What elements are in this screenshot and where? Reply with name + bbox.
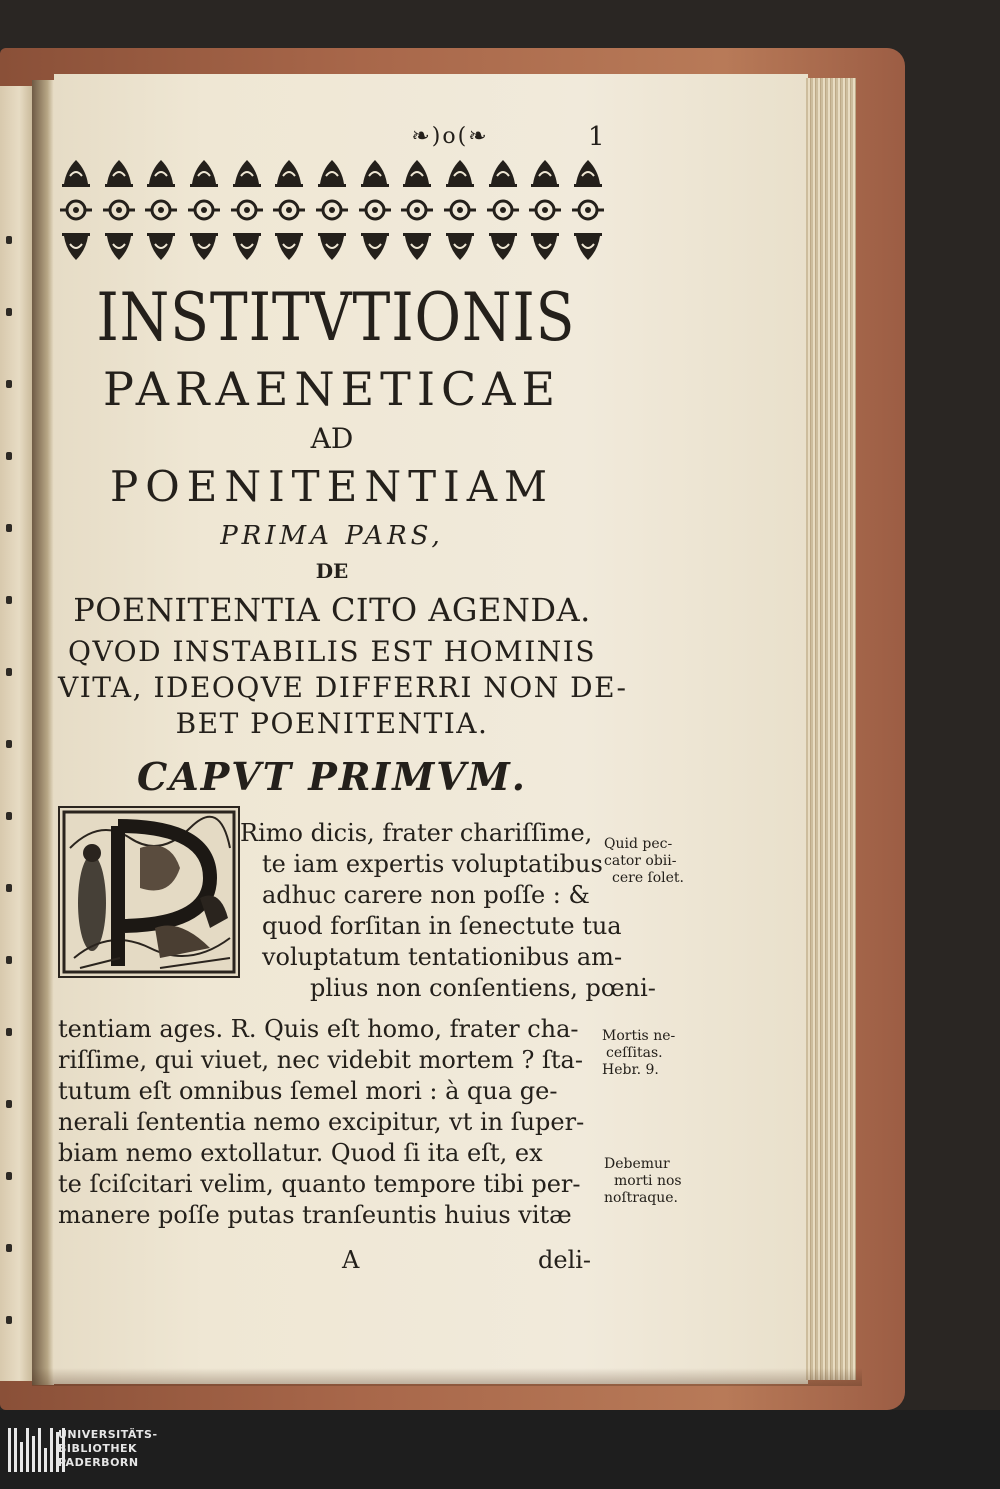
title-line-1: INSTITVTIONIS [96, 279, 576, 356]
ornament-glyph [485, 232, 521, 262]
text-line: te iam expertis voluptatibus [262, 850, 603, 878]
ornament-glyph [357, 158, 393, 188]
margin-note-line: morti nos [614, 1173, 682, 1189]
ornament-glyph [442, 195, 478, 225]
ornament-glyph [527, 158, 563, 188]
margin-note-line: ceſſitas. [606, 1045, 663, 1061]
ornament-glyph [357, 232, 393, 262]
library-name-line: UNIVERSITÄTS- [58, 1428, 158, 1441]
ornament-glyph [314, 158, 350, 188]
title-line-7: POENITENTIA CITO AGENDA. [73, 591, 591, 629]
text-line: adhuc carere non poſſe : & [262, 881, 590, 909]
ornament-glyph [271, 158, 307, 188]
text-line: riſſime, qui viuet, nec videbit mortem ? ſta- [58, 1046, 583, 1074]
ornament-glyph [186, 195, 222, 225]
ornament-glyph [143, 195, 179, 225]
title-block [58, 278, 628, 812]
page-shadow [32, 1368, 862, 1386]
body-paragraph [58, 1014, 598, 1231]
ornament-glyph [442, 158, 478, 188]
title-line-3: AD [310, 422, 354, 455]
subtitle-line-1: QVOD INSTABILIS EST HOMINIS [67, 635, 596, 668]
ornament-glyph [58, 158, 94, 188]
ornament-glyph [485, 158, 521, 188]
ornament-glyph [101, 195, 137, 225]
ornament-glyph [527, 232, 563, 262]
text-line: Rimo dicis, frater chariſſime, [240, 819, 593, 847]
text-line: manere poſſe putas tranſeuntis huius vitæ [58, 1201, 572, 1229]
subtitle-line-3: BET POENITENTIA. [175, 707, 489, 740]
ornament-glyph [570, 158, 606, 188]
title-line-5: PRIMA PARS, [220, 521, 444, 551]
ornament-glyph [58, 195, 94, 225]
library-name-line: PADERBORN [58, 1456, 139, 1469]
margin-note [604, 1156, 682, 1207]
chapter-heading: CAPVT PRIMVM. [136, 754, 528, 799]
ornament-glyph [357, 195, 393, 225]
ornament-glyph [442, 232, 478, 262]
ornament-glyph [314, 195, 350, 225]
header-ornament: ❧)o(❧ [411, 124, 489, 149]
library-footer [0, 1410, 1000, 1489]
ornament-glyph [229, 232, 265, 262]
title-line-2: PARAENETICAE [102, 362, 562, 416]
margin-note-line: Hebr. 9. [602, 1062, 659, 1078]
ornament-glyph [58, 232, 94, 262]
ornament-glyph [399, 195, 435, 225]
ornament-glyph [186, 232, 222, 262]
ornament-glyph [186, 158, 222, 188]
text-line: voluptatum tentationibus am- [262, 943, 623, 971]
ornament-glyph [143, 232, 179, 262]
library-name [58, 1428, 158, 1470]
text-line: te ſciſcitari velim, quanto tempore tibi per- [58, 1170, 581, 1198]
margin-note-line: cator obii- [604, 853, 677, 869]
ornament-glyph [570, 232, 606, 262]
ornament-glyph [399, 158, 435, 188]
ornament-glyph [314, 232, 350, 262]
ornament-glyph [527, 195, 563, 225]
text-line: tutum eſt omnibus ſemel mori : à qua ge- [58, 1077, 558, 1105]
ornament-glyph [229, 158, 265, 188]
ornament-glyph [143, 158, 179, 188]
margin-note-line: Debemur [604, 1156, 670, 1172]
library-name-line: BIBLIOTHEK [58, 1442, 138, 1455]
margin-note-line: Mortis ne- [602, 1028, 676, 1044]
margin-note [602, 1028, 675, 1079]
subtitle-line-2: VITA, IDEOQVE DIFFERRI NON DE- [58, 671, 628, 704]
ornament-glyph [101, 158, 137, 188]
decorative-border-band [58, 158, 606, 262]
ornament-row-bottom [58, 232, 606, 262]
drop-cap-illustration [60, 808, 238, 976]
text-line: quod forſitan in ſenectute tua [262, 912, 622, 940]
title-line-4: POENITENTIAM [109, 462, 555, 511]
ornament-glyph [485, 195, 521, 225]
library-logo [8, 1428, 65, 1472]
margin-note-line: cere ſolet. [612, 870, 685, 886]
page-number: 1 [588, 122, 605, 152]
margin-note [604, 836, 684, 887]
ornament-glyph [271, 195, 307, 225]
margin-note-line: Quid pec- [604, 836, 673, 852]
text-line: nerali ſententia nemo excipitur, vt in ſuper- [58, 1108, 585, 1136]
text-line: plius non conſentiens, pœni- [310, 974, 656, 1002]
title-line-6: DE [315, 559, 349, 583]
left-page-edge [0, 86, 32, 1381]
ornament-glyph [570, 195, 606, 225]
ornament-row-top [58, 158, 606, 188]
ornament-glyph [101, 232, 137, 262]
signature-mark: A [342, 1246, 360, 1274]
text-line: biam nemo extollatur. Quod ſi ita eſt, ex [58, 1139, 543, 1167]
drop-cap-woodcut [58, 806, 240, 978]
ornament-glyph [399, 232, 435, 262]
ornament-row-middle [58, 195, 606, 225]
ornament-glyph [229, 195, 265, 225]
text-line: tentiam ages. R. Quis eſt homo, frater cha- [58, 1015, 579, 1043]
margin-note-line: noſtraque. [604, 1190, 679, 1206]
catchword: deli- [538, 1246, 592, 1274]
ornament-glyph [271, 232, 307, 262]
book-gutter [32, 80, 54, 1385]
page-edges [806, 78, 856, 1380]
